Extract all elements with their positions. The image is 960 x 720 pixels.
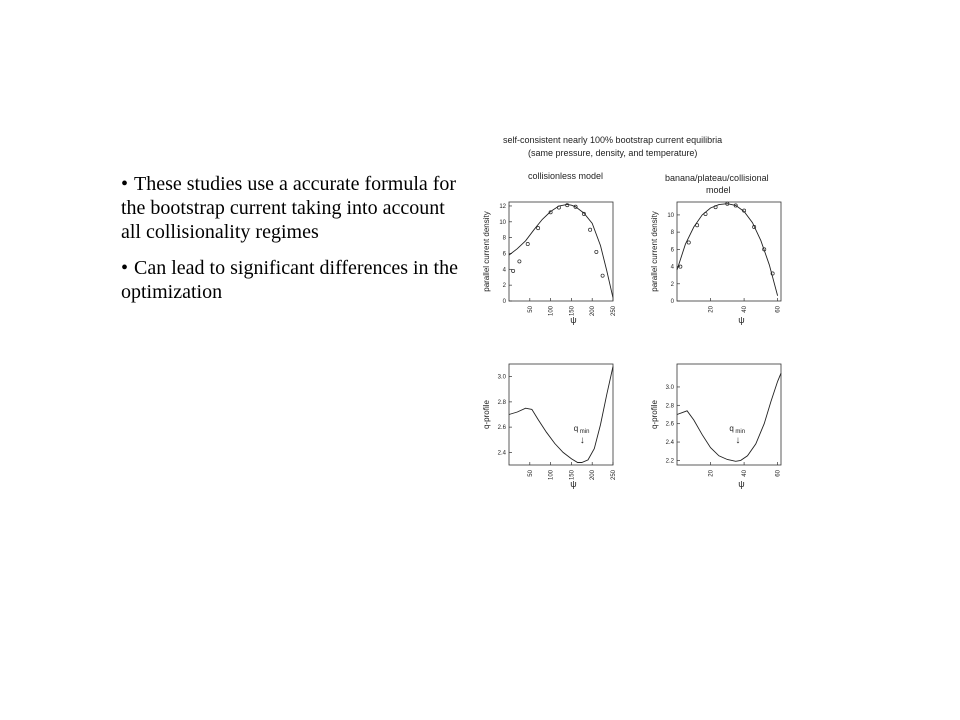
chart-title: model	[706, 185, 731, 195]
x-tick-label: 250	[611, 470, 617, 481]
x-tick-label: 100	[548, 470, 555, 481]
data-point	[704, 212, 707, 215]
x-tick-label: 60	[775, 306, 782, 313]
y-tick-label: 2.4	[665, 440, 674, 447]
data-point	[512, 269, 515, 272]
chart-title: collisionless model	[528, 171, 604, 181]
annotation-qmin: q	[729, 424, 734, 433]
plot-frame	[509, 202, 613, 301]
data-point	[601, 274, 604, 277]
y-tick-label: 0	[502, 299, 506, 305]
y-tick-label: 2.2	[665, 458, 674, 465]
y-tick-label: 2	[502, 283, 506, 290]
chart-4	[650, 364, 782, 489]
x-tick-label: 150	[569, 470, 576, 481]
chart-1	[482, 171, 617, 325]
data-point	[595, 250, 598, 253]
series-line	[677, 373, 781, 461]
x-tick-label: 40	[742, 306, 749, 313]
x-axis-label: ψ	[738, 479, 745, 489]
bullet-list	[121, 172, 461, 316]
plot-grid	[482, 171, 782, 489]
y-tick-label: 3.0	[497, 374, 506, 381]
y-axis-label: parallel current density	[482, 211, 491, 292]
y-axis-label: q-profile	[482, 400, 491, 429]
x-tick-label: 200	[590, 306, 597, 317]
x-tick-label: 250	[611, 306, 617, 317]
chart-title: banana/plateau/collisional	[665, 173, 769, 183]
x-tick-label: 150	[569, 306, 576, 317]
y-tick-label: 4	[670, 264, 674, 271]
y-tick-label: 2.4	[497, 450, 506, 457]
y-tick-label: 6	[670, 247, 674, 254]
figure-panel	[448, 125, 800, 515]
x-tick-label: 100	[548, 306, 555, 317]
annotation-arrow: ↓	[735, 435, 741, 446]
figure-title-line-1: self-consistent nearly 100% bootstrap current equilibria	[503, 135, 723, 145]
y-tick-label: 2	[670, 281, 674, 288]
annotation-qmin: q	[573, 424, 579, 433]
bullet-marker: •	[121, 257, 129, 279]
plot-frame	[677, 364, 781, 465]
x-axis-label: ψ	[570, 315, 577, 325]
data-point	[687, 241, 690, 244]
y-tick-label: 2.8	[665, 403, 674, 410]
x-axis-label: ψ	[738, 315, 745, 325]
data-point	[537, 227, 540, 230]
annotation-arrow: ↓	[579, 435, 585, 446]
y-tick-label: 12	[499, 203, 506, 210]
y-tick-label: 3.0	[665, 384, 674, 391]
bullet-text: Can lead to significant differences in the optimization	[121, 257, 458, 303]
plot-frame	[677, 202, 781, 301]
y-tick-label: 0	[670, 299, 674, 305]
y-tick-label: 2.6	[665, 421, 674, 428]
x-tick-label: 40	[742, 470, 749, 477]
bullet-marker: •	[121, 173, 129, 195]
x-tick-label: 50	[527, 470, 534, 477]
y-tick-label: 2.8	[497, 399, 506, 406]
bullet-text: These studies use a accurate formula for the bootstrap current taking into account all collisionality regimes	[121, 173, 457, 243]
x-tick-label: 20	[708, 470, 715, 477]
bullet-item-1	[121, 172, 461, 244]
data-point	[589, 228, 592, 231]
chart-3	[482, 364, 617, 489]
data-point	[696, 224, 699, 227]
x-tick-label: 60	[775, 470, 782, 477]
y-tick-label: 8	[670, 230, 674, 237]
x-axis-label: ψ	[570, 479, 577, 489]
x-tick-label: 200	[590, 470, 597, 481]
y-tick-label: 2.6	[497, 425, 506, 432]
chart-2	[650, 173, 782, 325]
y-axis-label: parallel current density	[650, 211, 659, 292]
series-line	[509, 367, 613, 463]
annotation-subscript: min	[735, 429, 746, 435]
data-point	[526, 242, 529, 245]
y-tick-label: 10	[667, 212, 674, 219]
data-point	[518, 260, 521, 263]
bullet-item-2	[121, 256, 461, 304]
x-tick-label: 50	[527, 306, 534, 313]
y-axis-label: q-profile	[650, 400, 659, 429]
y-tick-label: 8	[502, 235, 506, 242]
y-tick-label: 6	[502, 251, 506, 258]
figure-title-line-2: (same pressure, density, and temperature)	[528, 148, 698, 158]
y-tick-label: 4	[502, 267, 506, 274]
annotation-subscript: min	[579, 429, 590, 435]
y-tick-label: 10	[499, 219, 506, 226]
x-tick-label: 20	[708, 306, 715, 313]
